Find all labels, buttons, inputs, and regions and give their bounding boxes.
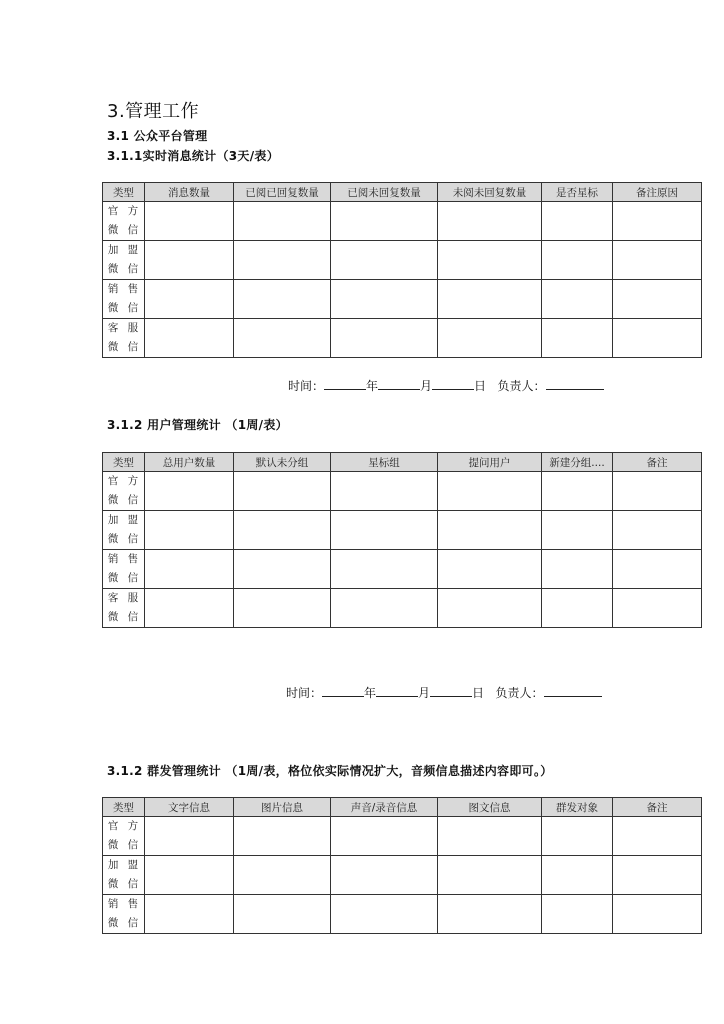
table-cell[interactable] (438, 319, 542, 358)
table-cell[interactable] (331, 856, 438, 895)
col-header: 是否星标 (542, 183, 613, 202)
subsection-title-user-management: 3.1.2 用户管理统计 （1周/表） (107, 418, 288, 432)
table-cell[interactable] (613, 589, 702, 628)
month-label: 月 (418, 686, 431, 700)
table-cell[interactable] (331, 550, 438, 589)
year-blank[interactable] (324, 378, 366, 390)
table-cell[interactable] (234, 589, 331, 628)
table-cell[interactable] (234, 319, 331, 358)
table-cell[interactable] (438, 280, 542, 319)
col-header: 类型 (103, 453, 145, 472)
day-blank[interactable] (432, 378, 474, 390)
table-cell[interactable] (542, 241, 613, 280)
col-header: 备注 (613, 453, 702, 472)
table-cell[interactable] (145, 472, 234, 511)
table-cell[interactable] (234, 511, 331, 550)
row-type-label: 加 盟 微 信 (103, 511, 145, 550)
row-type-label: 官 方 微 信 (103, 472, 145, 511)
table-cell[interactable] (613, 319, 702, 358)
col-header: 未阅未回复数量 (438, 183, 542, 202)
table-cell[interactable] (234, 895, 331, 934)
table-row (103, 589, 702, 628)
col-header: 提问用户 (438, 453, 542, 472)
year-label: 年 (366, 379, 379, 393)
table-cell[interactable] (331, 280, 438, 319)
table-row (103, 817, 702, 856)
row-type-label: 客 服 微 信 (103, 319, 145, 358)
table-row (103, 856, 702, 895)
table-cell[interactable] (438, 472, 542, 511)
mass-send-table (102, 797, 702, 934)
table-cell[interactable] (145, 895, 234, 934)
table-cell[interactable] (542, 202, 613, 241)
table-cell[interactable] (613, 511, 702, 550)
table-cell[interactable] (613, 550, 702, 589)
row-type-label: 销 售 微 信 (103, 280, 145, 319)
table-cell[interactable] (331, 319, 438, 358)
table-cell[interactable] (331, 895, 438, 934)
col-header: 已阅已回复数量 (234, 183, 331, 202)
row-type-label: 加 盟 微 信 (103, 856, 145, 895)
table-cell[interactable] (438, 589, 542, 628)
col-header: 类型 (103, 183, 145, 202)
row-type-label: 销 售 微 信 (103, 550, 145, 589)
year-label: 年 (364, 686, 377, 700)
subsection-title-mass-send: 3.1.2 群发管理统计 （1周/表，格位依实际情况扩大，音频信息描述内容即可。） (107, 764, 553, 778)
table-cell[interactable] (438, 511, 542, 550)
col-header: 已阅未回复数量 (331, 183, 438, 202)
table-cell[interactable] (438, 856, 542, 895)
table-cell[interactable] (438, 895, 542, 934)
row-type-label: 官 方 微 信 (103, 817, 145, 856)
owner-label: 负责人： (495, 686, 544, 700)
table-cell[interactable] (234, 202, 331, 241)
table-cell[interactable] (613, 202, 702, 241)
time-label: 时间： (286, 686, 323, 700)
table-cell[interactable] (542, 589, 613, 628)
table-cell[interactable] (613, 817, 702, 856)
col-header: 类型 (103, 798, 145, 817)
table-cell[interactable] (542, 280, 613, 319)
col-header: 文字信息 (145, 798, 234, 817)
table-row (103, 511, 702, 550)
table-header-row (103, 183, 702, 202)
table-cell[interactable] (145, 817, 234, 856)
table-cell[interactable] (542, 319, 613, 358)
row-type-label: 客 服 微 信 (103, 589, 145, 628)
table-cell[interactable] (234, 817, 331, 856)
table-row (103, 550, 702, 589)
col-header: 默认未分组 (234, 453, 331, 472)
col-header: 备注原因 (613, 183, 702, 202)
day-label: 日 (472, 686, 485, 700)
table-cell[interactable] (234, 280, 331, 319)
table-header-row (103, 453, 702, 472)
table-cell[interactable] (145, 319, 234, 358)
table-cell[interactable] (145, 241, 234, 280)
table-cell[interactable] (331, 241, 438, 280)
table-cell[interactable] (542, 472, 613, 511)
table-cell[interactable] (542, 550, 613, 589)
table-row (103, 202, 702, 241)
col-header: 总用户数量 (145, 453, 234, 472)
table-cell[interactable] (234, 550, 331, 589)
table-cell[interactable] (145, 202, 234, 241)
col-header: 新建分组.... (542, 453, 613, 472)
user-management-table (102, 452, 702, 628)
signature-line (288, 377, 604, 394)
col-header: 图文信息 (438, 798, 542, 817)
day-blank[interactable] (430, 685, 472, 697)
table-cell[interactable] (613, 895, 702, 934)
table-cell[interactable] (542, 895, 613, 934)
table-cell[interactable] (613, 241, 702, 280)
table-cell[interactable] (438, 817, 542, 856)
table-row (103, 319, 702, 358)
row-type-label: 官 方 微 信 (103, 202, 145, 241)
table-cell[interactable] (234, 856, 331, 895)
section-heading: 3.管理工作 (107, 101, 200, 122)
subsection-title-3-1: 3.1 公众平台管理 (107, 129, 208, 143)
signature-line (286, 684, 602, 701)
day-label: 日 (474, 379, 487, 393)
month-blank[interactable] (376, 685, 418, 697)
table-row (103, 895, 702, 934)
table-cell[interactable] (145, 589, 234, 628)
col-header: 图片信息 (234, 798, 331, 817)
owner-blank[interactable] (546, 378, 604, 390)
table-row (103, 280, 702, 319)
table-cell[interactable] (438, 241, 542, 280)
table-cell[interactable] (331, 511, 438, 550)
table-cell[interactable] (438, 202, 542, 241)
table-cell[interactable] (438, 550, 542, 589)
table-header-row (103, 798, 702, 817)
owner-label: 负责人： (497, 379, 546, 393)
table-cell[interactable] (613, 280, 702, 319)
table-cell[interactable] (613, 472, 702, 511)
table-cell[interactable] (145, 856, 234, 895)
col-header: 消息数量 (145, 183, 234, 202)
table-cell[interactable] (145, 550, 234, 589)
table-row (103, 241, 702, 280)
row-type-label: 销 售 微 信 (103, 895, 145, 934)
month-blank[interactable] (378, 378, 420, 390)
table-cell[interactable] (542, 856, 613, 895)
table-cell[interactable] (331, 472, 438, 511)
owner-blank[interactable] (544, 685, 602, 697)
table-cell[interactable] (145, 511, 234, 550)
table-row (103, 472, 702, 511)
table-cell[interactable] (613, 856, 702, 895)
realtime-message-table (102, 182, 702, 358)
time-label: 时间： (288, 379, 325, 393)
table-cell[interactable] (331, 817, 438, 856)
col-header: 声音/录音信息 (331, 798, 438, 817)
month-label: 月 (420, 379, 433, 393)
col-header: 群发对象 (542, 798, 613, 817)
table-cell[interactable] (234, 241, 331, 280)
table-cell[interactable] (542, 817, 613, 856)
table-cell[interactable] (542, 511, 613, 550)
table-cell[interactable] (331, 589, 438, 628)
table-cell[interactable] (234, 472, 331, 511)
subsection-title-3-1-1: 3.1.1实时消息统计（3天/表） (107, 149, 279, 163)
col-header: 星标组 (331, 453, 438, 472)
col-header: 备注 (613, 798, 702, 817)
table-cell[interactable] (331, 202, 438, 241)
table-cell[interactable] (145, 280, 234, 319)
row-type-label: 加 盟 微 信 (103, 241, 145, 280)
year-blank[interactable] (322, 685, 364, 697)
